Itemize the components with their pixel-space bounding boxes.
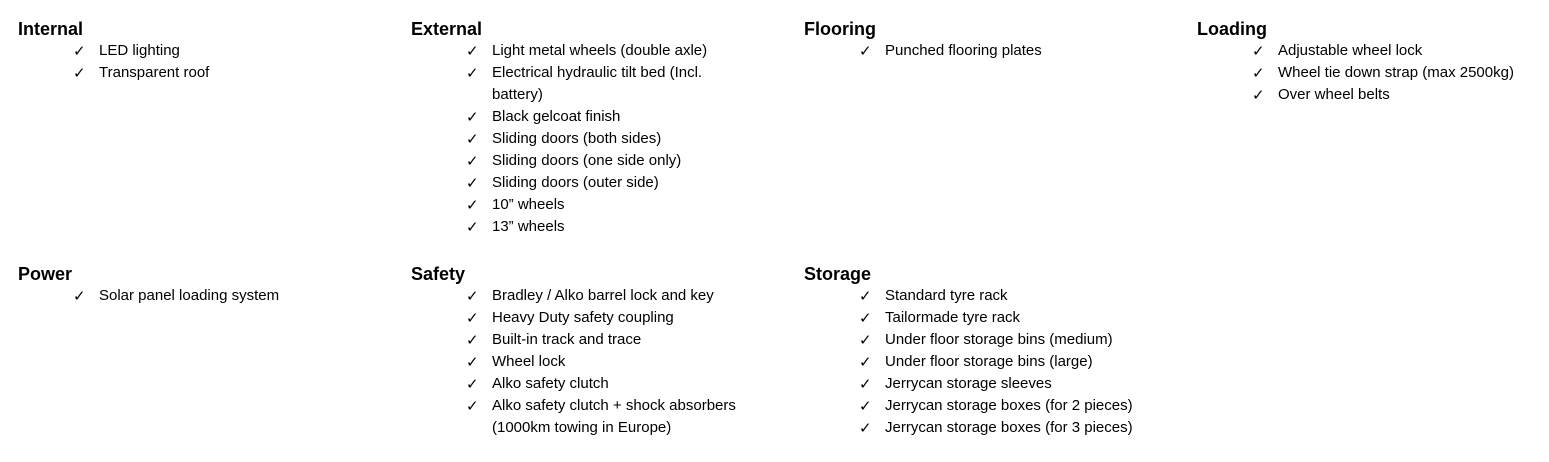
checkmark-icon: ✓	[466, 218, 479, 236]
list-item	[1252, 62, 1514, 84]
list-item	[1252, 40, 1514, 62]
section-title-storage: Storage	[804, 264, 872, 284]
list-item-label: Bradley / Alko barrel lock and key	[492, 287, 714, 304]
list-item	[466, 128, 742, 150]
list-item-label: Wheel lock	[492, 353, 566, 370]
item-list-power	[18, 285, 279, 307]
checkmark-icon: ✓	[466, 174, 479, 192]
checkmark-icon: ✓	[73, 42, 86, 60]
checkmark-icon: ✓	[859, 419, 872, 437]
list-item-label: Solar panel loading system	[99, 287, 280, 304]
section-flooring	[804, 18, 1042, 62]
list-item	[1252, 84, 1514, 106]
list-item	[859, 373, 1133, 395]
list-item	[466, 307, 782, 329]
item-list-storage	[804, 285, 1133, 439]
checkmark-icon: ✓	[466, 309, 479, 327]
item-list-external	[411, 40, 742, 238]
list-item	[73, 62, 209, 84]
checkmark-icon: ✓	[466, 196, 479, 214]
list-item	[466, 285, 782, 307]
list-item	[73, 285, 279, 307]
list-item	[859, 351, 1133, 373]
list-item-label: Light metal wheels (double axle)	[492, 42, 708, 59]
checkmark-icon: ✓	[466, 287, 479, 305]
list-item-label: Tailormade tyre rack	[885, 309, 1021, 326]
checkmark-icon: ✓	[1252, 86, 1265, 104]
list-item-label: Adjustable wheel lock	[1278, 42, 1423, 59]
checkmark-icon: ✓	[466, 64, 479, 82]
list-item	[466, 40, 742, 62]
section-internal	[18, 18, 209, 84]
list-item-label: Alko safety clutch	[492, 375, 609, 392]
section-title-safety: Safety	[411, 264, 466, 284]
list-item	[466, 62, 742, 106]
section-title-loading: Loading	[1197, 19, 1267, 39]
list-item-label: LED lighting	[99, 42, 180, 59]
item-list-internal	[18, 40, 209, 84]
checkmark-icon: ✓	[466, 130, 479, 148]
section-loading	[1197, 18, 1514, 106]
list-item	[859, 395, 1133, 417]
checkmark-icon: ✓	[859, 375, 872, 393]
checkmark-icon: ✓	[859, 353, 872, 371]
list-item	[859, 40, 1042, 62]
list-item-label: Sliding doors (one side only)	[492, 152, 682, 169]
checkmark-icon: ✓	[73, 287, 86, 305]
list-item	[466, 106, 742, 128]
checkmark-icon: ✓	[859, 42, 872, 60]
list-item-label: Alko safety clutch + shock absorbers (1000km towing in Europe)	[492, 397, 736, 436]
list-item	[859, 329, 1133, 351]
checkmark-icon: ✓	[1252, 64, 1265, 82]
list-item-label: Jerrycan storage boxes (for 2 pieces)	[885, 397, 1133, 414]
checkmark-icon: ✓	[859, 287, 872, 305]
list-item-label: Over wheel belts	[1278, 86, 1390, 103]
list-item-label: Under floor storage bins (medium)	[885, 331, 1113, 348]
list-item-label: Jerrycan storage sleeves	[885, 375, 1052, 392]
list-item-label: 10” wheels	[492, 196, 565, 213]
list-item-label: Electrical hydraulic tilt bed (Incl. battery)	[492, 64, 703, 103]
list-item-label: 13” wheels	[492, 218, 565, 235]
checkmark-icon: ✓	[859, 309, 872, 327]
section-title-external: External	[411, 19, 483, 39]
list-item-label: Heavy Duty safety coupling	[492, 309, 674, 326]
checkmark-icon: ✓	[1252, 42, 1265, 60]
item-list-loading	[1197, 40, 1514, 106]
list-item-label: Under floor storage bins (large)	[885, 353, 1093, 370]
checkmark-icon: ✓	[73, 64, 86, 82]
list-item-label: Sliding doors (outer side)	[492, 174, 659, 191]
list-item	[466, 329, 782, 351]
checkmark-icon: ✓	[466, 331, 479, 349]
checkmark-icon: ✓	[859, 397, 872, 415]
checkmark-icon: ✓	[466, 152, 479, 170]
list-item-label: Transparent roof	[99, 64, 210, 81]
section-safety	[411, 263, 782, 439]
list-item	[859, 307, 1133, 329]
section-storage	[804, 263, 1133, 439]
item-list-flooring	[804, 40, 1042, 62]
checkmark-icon: ✓	[466, 375, 479, 393]
section-title-flooring: Flooring	[804, 19, 876, 39]
list-item	[466, 150, 742, 172]
checkmark-icon: ✓	[466, 397, 479, 415]
item-list-safety	[411, 285, 782, 439]
section-title-power: Power	[18, 264, 73, 284]
checkmark-icon: ✓	[466, 353, 479, 371]
list-item	[859, 417, 1133, 439]
checkmark-icon: ✓	[466, 108, 479, 126]
list-item	[466, 351, 782, 373]
list-item	[73, 40, 209, 62]
list-item-label: Punched flooring plates	[885, 42, 1042, 59]
list-item	[466, 395, 782, 439]
list-item	[466, 216, 742, 238]
list-item	[466, 172, 742, 194]
list-item-label: Built-in track and trace	[492, 331, 642, 348]
section-title-internal: Internal	[18, 19, 84, 39]
list-item	[466, 373, 782, 395]
checkmark-icon: ✓	[466, 42, 479, 60]
list-item-label: Sliding doors (both sides)	[492, 130, 662, 147]
list-item-label: Wheel tie down strap (max 2500kg)	[1278, 64, 1514, 81]
list-item	[466, 194, 742, 216]
list-item-label: Jerrycan storage boxes (for 3 pieces)	[885, 419, 1133, 436]
list-item	[859, 285, 1133, 307]
list-item-label: Black gelcoat finish	[492, 108, 621, 125]
list-item-label: Standard tyre rack	[885, 287, 1008, 304]
section-external	[411, 18, 742, 238]
checkmark-icon: ✓	[859, 331, 872, 349]
section-power	[18, 263, 279, 307]
